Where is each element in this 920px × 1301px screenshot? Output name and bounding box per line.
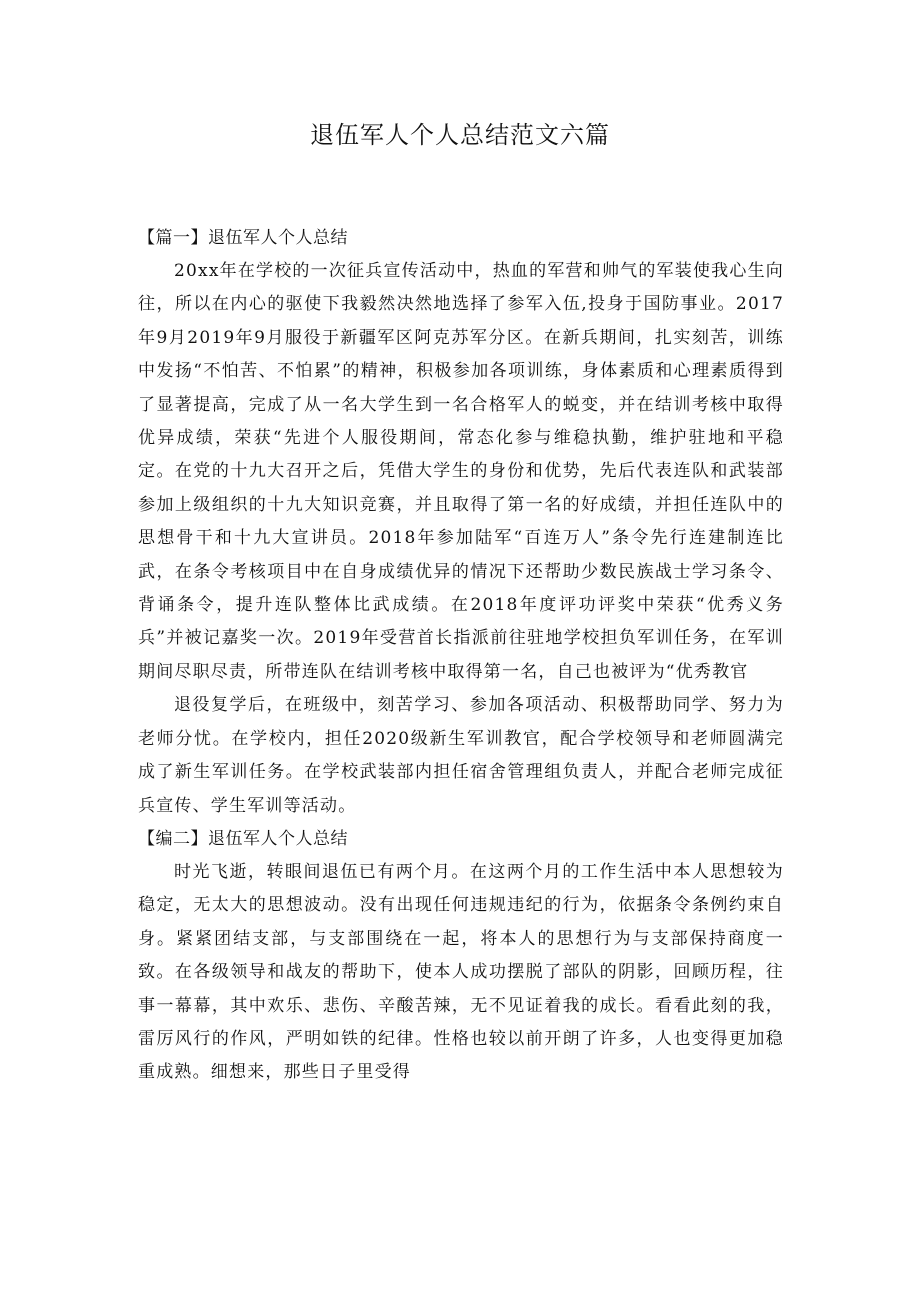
paragraph: 时光飞逝，转眼间退伍已有两个月。在这两个月的工作生活中本人思想较为稳定，无太大的思想波动。没有出现任何违规违纪的行为，依据条令条例约束自身。紧紧团结支部，与支部围绕在一起，将本人的思想行为与支部保持商度一致。在各级领导和战友的帮助下，使本人成功摆脱了部队的阴影，回顾历程，往事一幕幕，其中欢乐、悲伤、辛酸苦辣，无不见证着我的成长。看看此刻的我，雷厉风行的作风，严明如铁的纪律。性格也较以前开朗了许多，人也变得更加稳重成熟。细想来，那些日子里受得 <box>138 861 784 1083</box>
paragraph: 退役复学后，在班级中，刻苦学习、参加各项活动、积极帮助同学、努力为老师分忧。在学校内，担任2020级新生军训教官，配合学校领导和老师圆满完成了新生军训任务。在学校武装部内担任宿舍管理组负责人，并配合老师完成征兵宣传、学生军训等活动。 <box>138 695 784 816</box>
section-heading: 【篇一】退伍军人个人总结 <box>138 228 348 248</box>
section-2 <box>138 823 784 1090</box>
section-1 <box>138 222 784 823</box>
paragraph: 20xx年在学校的一次征兵宣传活动中，热血的军营和帅气的军装使我心生向往，所以在内心的驱使下我毅然决然地选择了参军入伍,投身于国防事业。2017年9月2019年9月服役于新疆军区阿克苏军分区。在新兵期间，扎实刻苦，训练中发扬“不怕苦、不怕累”的精神，积极参加各项训练，身体素质和心理素质得到了显著提高，完成了从一名大学生到一名合格军人的蜕变，并在结训考核中取得优异成绩，荣获“先进个人服役期间，常态化参与维稳执勤，维护驻地和平稳定。在党的十九大召开之后，凭借大学生的身份和优势，先后代表连队和武装部参加上级组织的十九大知识竞赛，并且取得了第一名的好成绩，并担任连队中的思想骨干和十九大宣讲员。2018年参加陆军“百连万人”条令先行连建制连比武，在条令考核项目中在自身成绩优异的情况下还帮助少数民族战士学习条令、背诵条令，提升连队整体比武成绩。在2018年度评功评奖中荣获“优秀义务兵”并被记嘉奖一次。2019年受营首长指派前往驻地学校担负军训任务，在军训期间尽职尽责，所带连队在结训考核中取得第一名，自己也被评为“优秀教官 <box>138 261 784 682</box>
document-body <box>138 222 784 1090</box>
document-title: 退伍军人个人总结范文六篇 <box>310 121 610 149</box>
section-heading: 【编二】退伍军人个人总结 <box>138 828 348 849</box>
